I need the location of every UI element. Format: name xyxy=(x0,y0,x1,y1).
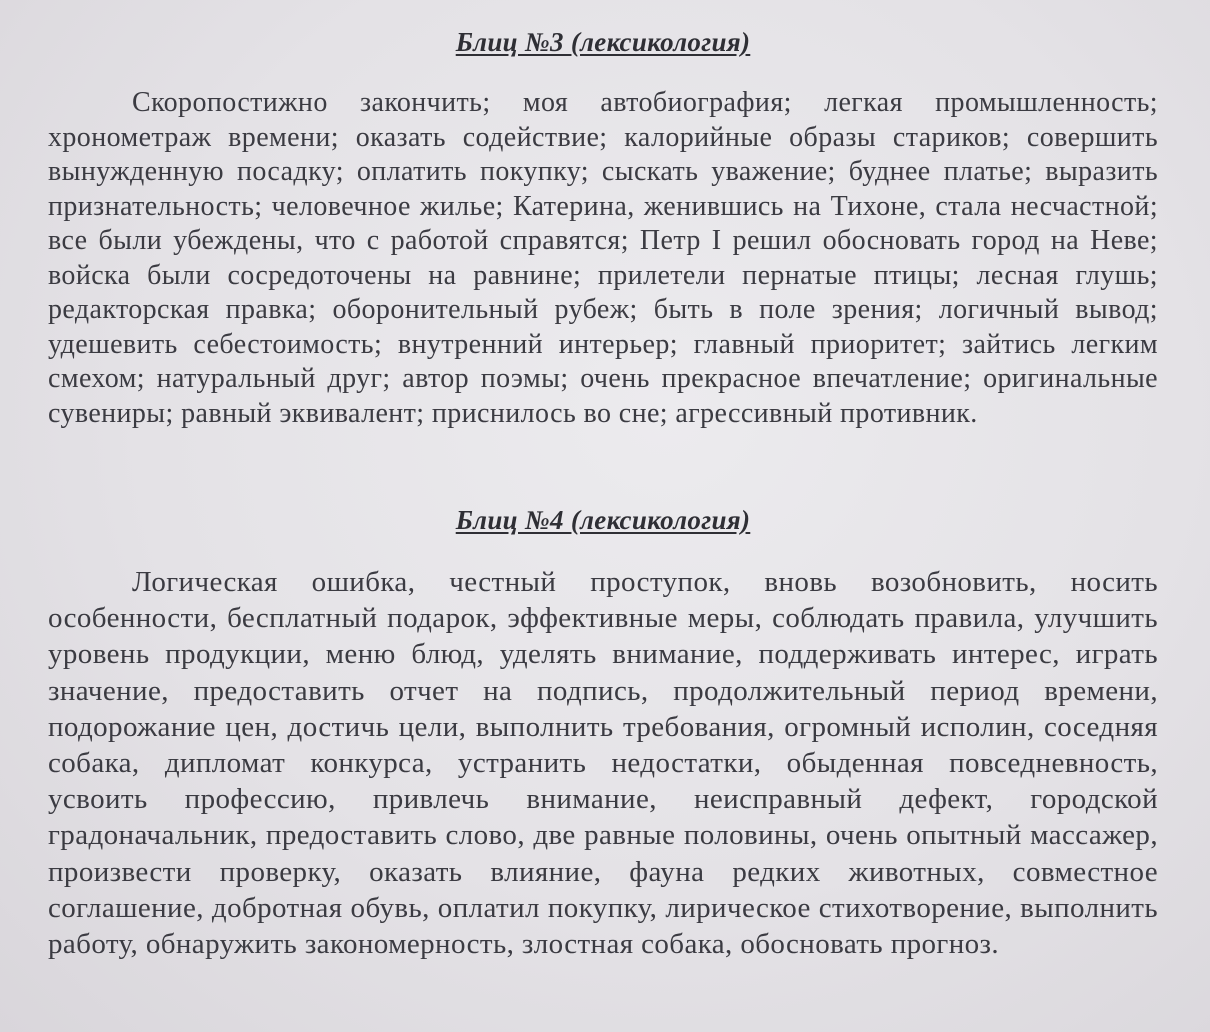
blitz-4-title: Блиц №4 (лексикология) xyxy=(455,505,751,535)
blitz-4-section xyxy=(48,500,1158,962)
blitz-3-section xyxy=(48,22,1158,431)
blitz-3-title: Блиц №3 (лексикология) xyxy=(455,27,751,57)
blitz-4-text: Логическая ошибка, честный проступок, вновь возобновить, носить особенности, бесплатный подарок, эффективные меры, соблюдать правила, улучшить уровень продукции, меню блюд, уделять внимание, поддерживать интерес, играть значение, предоставить отчет на подпись, продолжительный период времени, подорожание цен, достичь цели, выполнить требования, огромный исполин, соседняя собака, дипломат конкурса, устранить недостатки, обыденная повседневность, усвоить профессию, привлечь внимание, неисправный дефект, городской градоначальник, предоставить слово, две равные половины, очень опытный массажер, произвести проверку, оказать влияние, фауна редких животных, совместное соглашение, добротная обувь, оплатил покупку, лирическое стихотворение, выполнить работу, обнаружить закономерность, злостная собака, обосновать прогноз. xyxy=(48,566,1158,961)
blitz-3-text: Скоропостижно закончить; моя автобиография; легкая промышленность; хронометраж времени; оказать содействие; калорийные образы стариков; совершить вынужденную посадку; оплатить покупку; сыскать уважение; буднее платье; выразить признательность; человечное жилье; Катерина, женившись на Тихоне, стала несчастной; все были убеждены, что с работой справятся; Петр I решил обосновать город на Неве; войска были сосредоточены на равнине; прилетели пернатые птицы; лесная глушь; редакторская правка; оборонительный рубеж; быть в поле зрения; логичный вывод; удешевить себестоимость; внутренний интерьер; главный приоритет; зайтись легким смехом; натуральный друг; автор поэмы; очень прекрасное впечатление; оригинальные сувениры; равный эквивалент; приснилось во сне; агрессивный противник. xyxy=(48,87,1158,429)
